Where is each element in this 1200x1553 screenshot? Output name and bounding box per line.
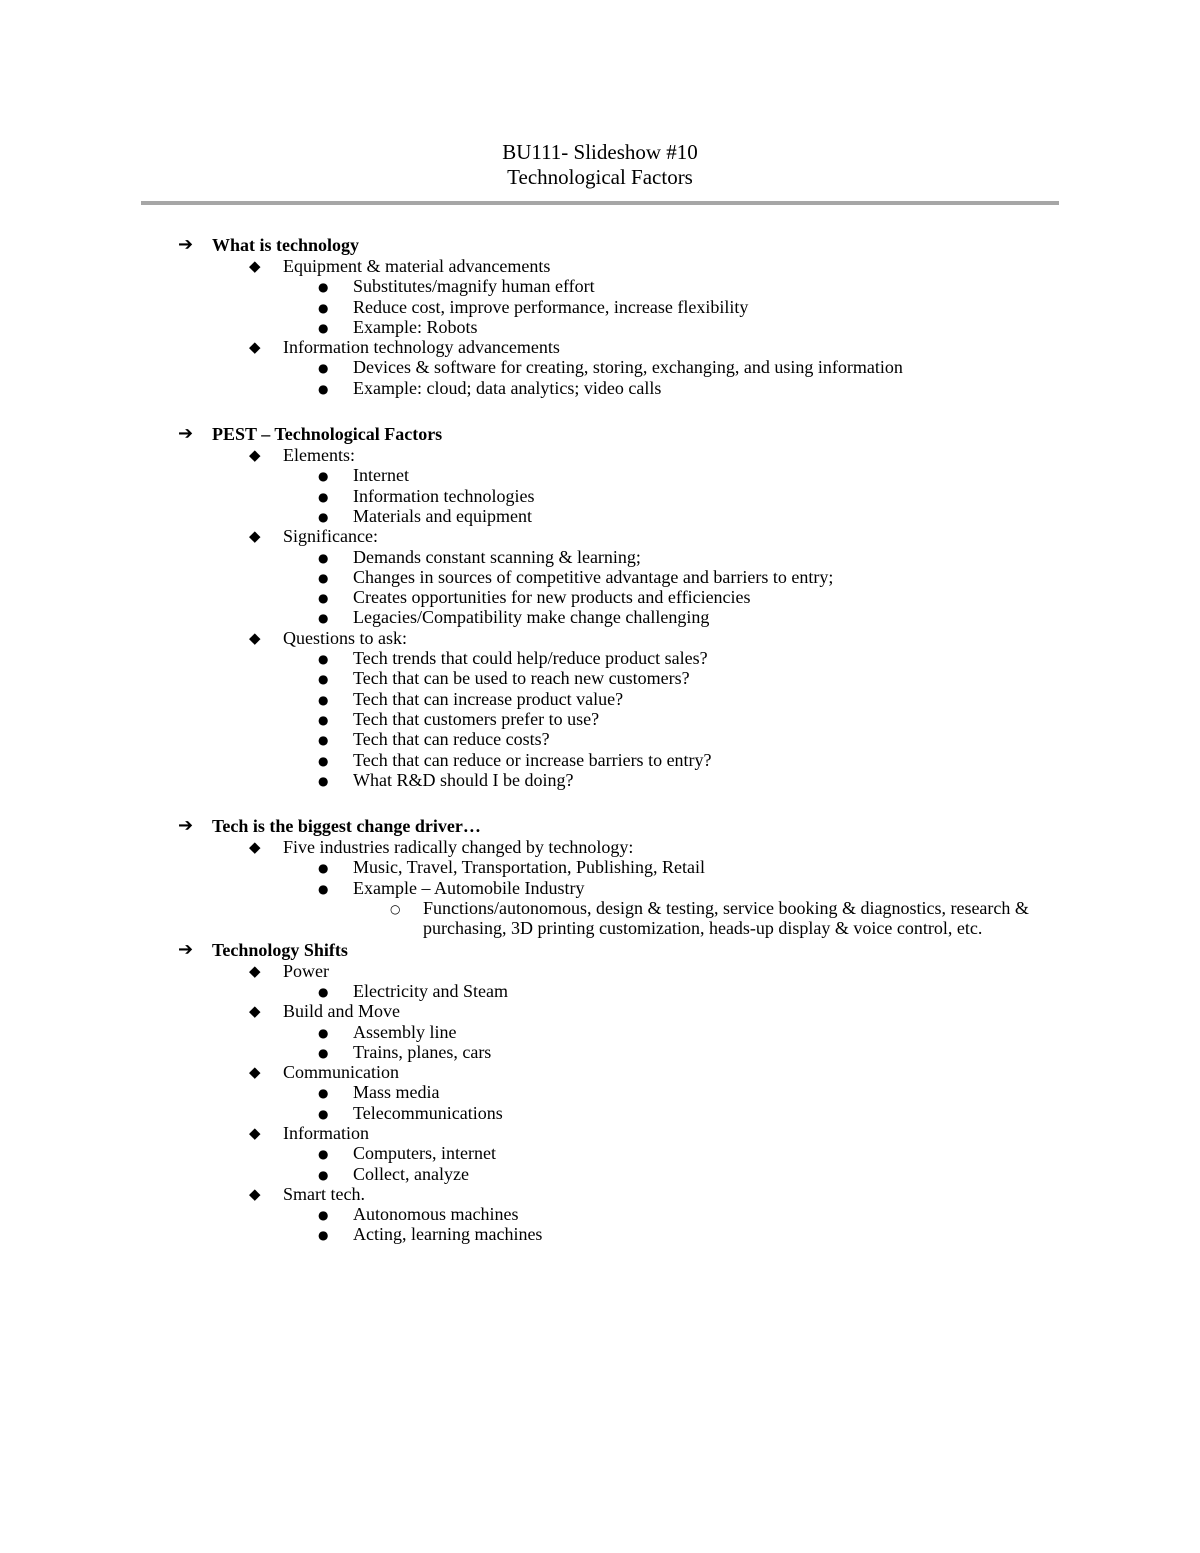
sub-list-item [176,1164,1056,1184]
sub-list-item-text: Tech that can increase product value? [353,688,624,709]
dot-bullet-icon: ● [318,381,329,396]
diamond-bullet-icon: ◆ [249,1184,261,1203]
heading-text: PEST – Technological Factors [212,424,443,445]
sub-list-item-text: Materials and equipment [353,505,532,526]
sub-list-item [176,770,1056,790]
sub-list-item-text: Changes in sources of competitive advantage and barriers to entry; [353,566,834,587]
diamond-bullet-icon: ◆ [249,1002,261,1021]
diamond-bullet-icon: ◆ [249,446,261,465]
sub-list-item-text: Electricity and Steam [353,980,508,1001]
document-title: BU111- Slideshow #10 [502,140,698,164]
sub-list-item [176,587,1056,607]
sub-list-item-text: What R&D should I be doing? [353,769,574,790]
heading-text: Technology Shifts [212,939,348,960]
dot-bullet-icon: ● [318,1045,329,1060]
dot-bullet-icon: ● [318,300,329,315]
sub-list-item [176,857,1056,877]
circle-bullet-icon: ○ [390,902,401,917]
sub-list-item [176,1022,1056,1042]
list-item-text: Significance: [283,526,378,547]
heading-text: What is technology [212,235,360,255]
sub-list-item-text: Tech that customers prefer to use? [353,708,600,729]
sub-list-item [176,486,1056,506]
dot-bullet-icon: ● [318,881,329,896]
sub-list-item-text: Devices & software for creating, storing, exchanging, and using information [353,357,903,378]
sub-list-item [176,648,1056,668]
sub-sub-list-item [176,898,1043,939]
diamond-bullet-icon: ◆ [249,257,261,275]
dot-bullet-icon: ● [318,1106,329,1121]
section-heading [176,234,1056,256]
section-pest-technological-factors [176,423,1056,790]
sub-list-item [176,668,1056,688]
list-item-text: Five industries radically changed by technology: [283,837,634,858]
sub-list-item-text: Substitutes/magnify human effort [353,276,595,297]
arrow-right-icon: ➔ [178,938,194,960]
sub-list-item-text: Information technologies [353,485,535,506]
dot-bullet-icon: ● [318,1147,329,1162]
section-tech-change-driver [176,815,1056,938]
sub-list-item-text: Demands constant scanning & learning; [353,546,641,567]
section-heading [176,815,1056,837]
sub-list-item-text: Reduce cost, improve performance, increase flexibility [353,296,749,317]
dot-bullet-icon: ● [318,753,329,768]
section-heading [176,939,1056,961]
sub-list-item-text: Example – Automobile Industry [353,877,585,898]
dot-bullet-icon: ● [318,692,329,707]
list-item [176,837,1056,857]
dot-bullet-icon: ● [318,861,329,876]
sub-list-item [176,689,1056,709]
dot-bullet-icon: ● [318,591,329,606]
diamond-bullet-icon: ◆ [249,838,261,857]
sub-list-item [176,729,1056,749]
sub-list-item-text: Mass media [353,1082,440,1103]
dot-bullet-icon: ● [318,320,329,335]
sub-list-item-text: Telecommunications [353,1102,503,1123]
dot-bullet-icon: ● [318,361,329,376]
dot-bullet-icon: ● [318,1228,329,1243]
sub-list-item [176,357,1056,377]
sub-list-item-text: Example: cloud; data analytics; video calls [353,377,662,398]
sub-sub-list-item-text: Functions/autonomous, design & testing, service booking & diagnostics, research & purchasing, 3D printing customization, heads-up display & voice control, etc. [423,898,1029,939]
heading-text: Tech is the biggest change driver… [212,816,481,837]
list-item [176,1123,1056,1143]
arrow-right-icon: ➔ [178,815,194,837]
list-item [176,1184,1056,1204]
dot-bullet-icon: ● [318,672,329,687]
sub-list-item-text: Example: Robots [353,316,478,337]
dot-bullet-icon: ● [318,280,329,295]
list-item [176,526,1056,546]
sub-list-item-text: Trains, planes, cars [353,1041,492,1062]
list-item-text: Elements: [283,445,355,466]
sub-list-item-text: Assembly line [353,1021,457,1042]
diamond-bullet-icon: ◆ [249,1063,261,1082]
list-item [176,628,1056,648]
diamond-bullet-icon: ◆ [249,338,261,357]
diamond-bullet-icon: ◆ [249,527,261,546]
document-subtitle: Technological Factors [507,165,693,189]
list-item-text: Power [283,960,329,981]
list-item [176,1062,1056,1082]
sub-list-item [176,878,1056,898]
diamond-bullet-icon: ◆ [249,628,261,647]
dot-bullet-icon: ● [318,1208,329,1223]
sub-list-item [176,750,1056,770]
sub-list-item-text: Legacies/Compatibility make change challenging [353,607,710,628]
sub-list-item [176,547,1056,567]
diamond-bullet-icon: ◆ [249,1123,261,1142]
sub-list-item-text: Acting, learning machines [353,1224,543,1245]
section-what-is-technology [176,234,1056,398]
dot-bullet-icon: ● [318,1167,329,1182]
list-item [176,256,1056,276]
sub-list-item [176,317,1056,337]
dot-bullet-icon: ● [318,1086,329,1101]
dot-bullet-icon: ● [318,489,329,504]
dot-bullet-icon: ● [318,469,329,484]
sub-list-item-text: Autonomous machines [353,1204,519,1225]
sub-list-item [176,567,1056,587]
sub-list-item [176,1082,1056,1102]
list-item-text: Equipment & material advancements [283,256,551,276]
sub-list-item [176,1204,1056,1224]
sub-list-item-text: Music, Travel, Transportation, Publishing, Retail [353,857,706,878]
dot-bullet-icon: ● [318,570,329,585]
list-item-text: Smart tech. [283,1183,365,1204]
dot-bullet-icon: ● [318,611,329,626]
dot-bullet-icon: ● [318,1025,329,1040]
sub-list-item-text: Collect, analyze [353,1163,469,1184]
dot-bullet-icon: ● [318,652,329,667]
section-heading [176,423,1056,445]
sub-list-item-text: Computers, internet [353,1143,496,1164]
dot-bullet-icon: ● [318,984,329,999]
dot-bullet-icon: ● [318,733,329,748]
sub-list-item [176,1143,1056,1163]
sub-list-item-text: Tech that can reduce costs? [353,729,550,750]
list-item [176,961,1056,981]
sub-list-item [176,297,1056,317]
sub-list-item-text: Tech trends that could help/reduce product sales? [353,648,708,669]
list-item-text: Information [283,1122,369,1143]
arrow-right-icon: ➔ [178,423,194,445]
sub-list-item [176,276,1056,296]
sub-list-item [176,709,1056,729]
sub-list-item [176,1224,1056,1244]
header-divider [141,201,1059,205]
outline-content [176,234,1056,1270]
dot-bullet-icon: ● [318,712,329,727]
sub-list-item-text: Tech that can be used to reach new customers? [353,668,690,689]
list-item [176,445,1056,465]
list-item-text: Communication [283,1062,399,1083]
dot-bullet-icon: ● [318,773,329,788]
sub-list-item [176,378,1056,398]
sub-list-item [176,506,1056,526]
dot-bullet-icon: ● [318,550,329,565]
sub-list-item [176,465,1056,485]
sub-list-item [176,981,1056,1001]
section-technology-shifts [176,939,1056,1245]
sub-list-item-text: Internet [353,465,409,486]
sub-list-item-text: Tech that can reduce or increase barriers to entry? [353,749,712,770]
sub-list-item [176,1103,1056,1123]
sub-list-item-text: Creates opportunities for new products and efficiencies [353,587,751,608]
dot-bullet-icon: ● [318,509,329,524]
list-item-text: Information technology advancements [283,337,560,358]
arrow-right-icon: ➔ [178,234,194,255]
list-item [176,1001,1056,1021]
list-item [176,337,1056,357]
diamond-bullet-icon: ◆ [249,961,261,980]
sub-list-item [176,607,1056,627]
list-item-text: Questions to ask: [283,627,407,648]
list-item-text: Build and Move [283,1001,400,1022]
document-header [0,140,1200,190]
sub-list-item [176,1042,1056,1062]
